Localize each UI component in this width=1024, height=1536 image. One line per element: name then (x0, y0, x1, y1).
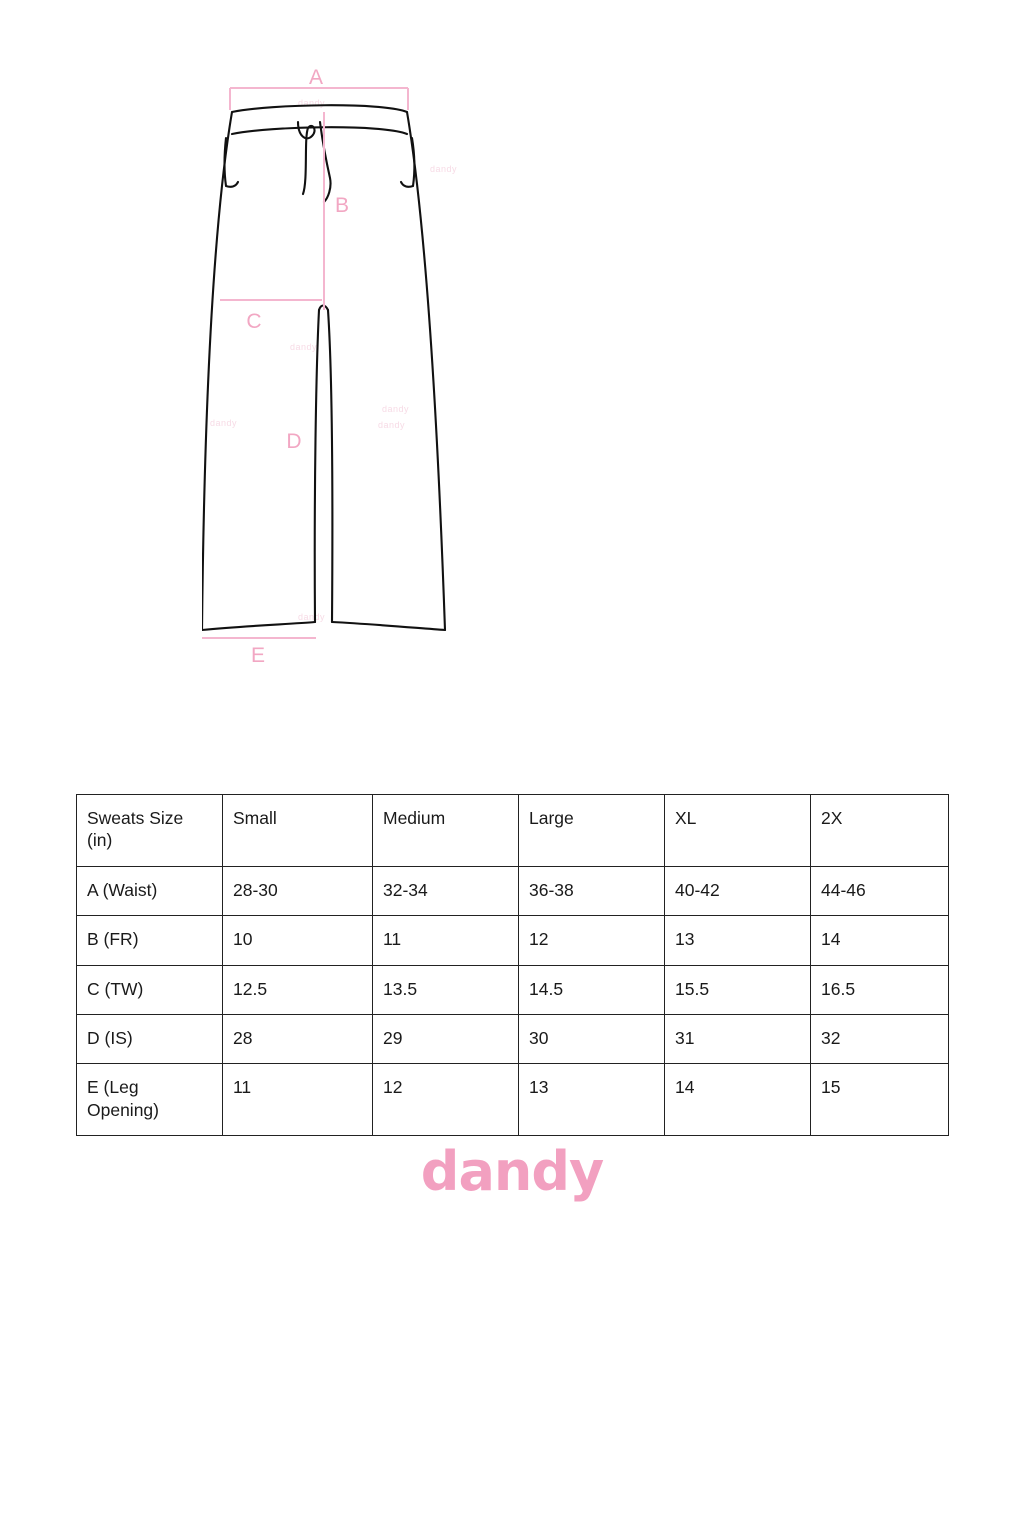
cell-value: 14.5 (519, 965, 665, 1014)
cell-value: 12 (373, 1064, 519, 1136)
cell-value: 16.5 (811, 965, 949, 1014)
column-header-2x: 2X (811, 795, 949, 867)
watermark-group (210, 98, 457, 622)
watermark-text: dandy (298, 612, 326, 622)
dimension-label-a: A (308, 66, 324, 89)
column-header-small: Small (223, 795, 373, 867)
cell-value: 15 (811, 1064, 949, 1136)
cell-value: 30 (519, 1014, 665, 1063)
watermark-text: dandy (290, 342, 318, 352)
cell-value: 11 (223, 1064, 373, 1136)
table-row (77, 1014, 949, 1063)
brand-wordmark: dandy (420, 1140, 604, 1203)
dimension-label-e: E (250, 644, 266, 667)
size-table-container (76, 794, 948, 1136)
cell-value: 14 (665, 1064, 811, 1136)
cell-value: 40-42 (665, 866, 811, 915)
watermark-text: dandy (382, 404, 410, 414)
cell-value: 13 (519, 1064, 665, 1136)
cell-value: 12 (519, 916, 665, 965)
row-label: B (FR) (77, 916, 223, 965)
cell-value: 10 (223, 916, 373, 965)
table-row (77, 866, 949, 915)
dimension-label-c: C (246, 310, 262, 333)
column-header-medium: Medium (373, 795, 519, 867)
cell-value: 15.5 (665, 965, 811, 1014)
sweatpants-diagram (0, 60, 1024, 720)
watermark-text: dandy (298, 98, 326, 108)
size-table (76, 794, 949, 1136)
table-row (77, 916, 949, 965)
table-header-row (77, 795, 949, 867)
watermark-text: dandy (378, 420, 406, 430)
cell-value: 11 (373, 916, 519, 965)
row-label: C (TW) (77, 965, 223, 1014)
row-label: E (Leg Opening) (77, 1064, 223, 1136)
column-header-size: Sweats Size (in) (77, 795, 223, 867)
watermark-text: dandy (430, 164, 458, 174)
cell-value: 14 (811, 916, 949, 965)
table-row (77, 1064, 949, 1136)
table-row (77, 965, 949, 1014)
cell-value: 13 (665, 916, 811, 965)
cell-value: 32 (811, 1014, 949, 1063)
cell-value: 28-30 (223, 866, 373, 915)
cell-value: 32-34 (373, 866, 519, 915)
dimension-label-b: B (334, 194, 350, 217)
cell-value: 13.5 (373, 965, 519, 1014)
cell-value: 29 (373, 1014, 519, 1063)
cell-value: 36-38 (519, 866, 665, 915)
cell-value: 12.5 (223, 965, 373, 1014)
column-header-xl: XL (665, 795, 811, 867)
row-label: A (Waist) (77, 866, 223, 915)
cell-value: 44-46 (811, 866, 949, 915)
row-label: D (IS) (77, 1014, 223, 1063)
watermark-text: dandy (210, 418, 238, 428)
cell-value: 28 (223, 1014, 373, 1063)
cell-value: 31 (665, 1014, 811, 1063)
dimension-label-d: D (286, 430, 302, 453)
column-header-large: Large (519, 795, 665, 867)
